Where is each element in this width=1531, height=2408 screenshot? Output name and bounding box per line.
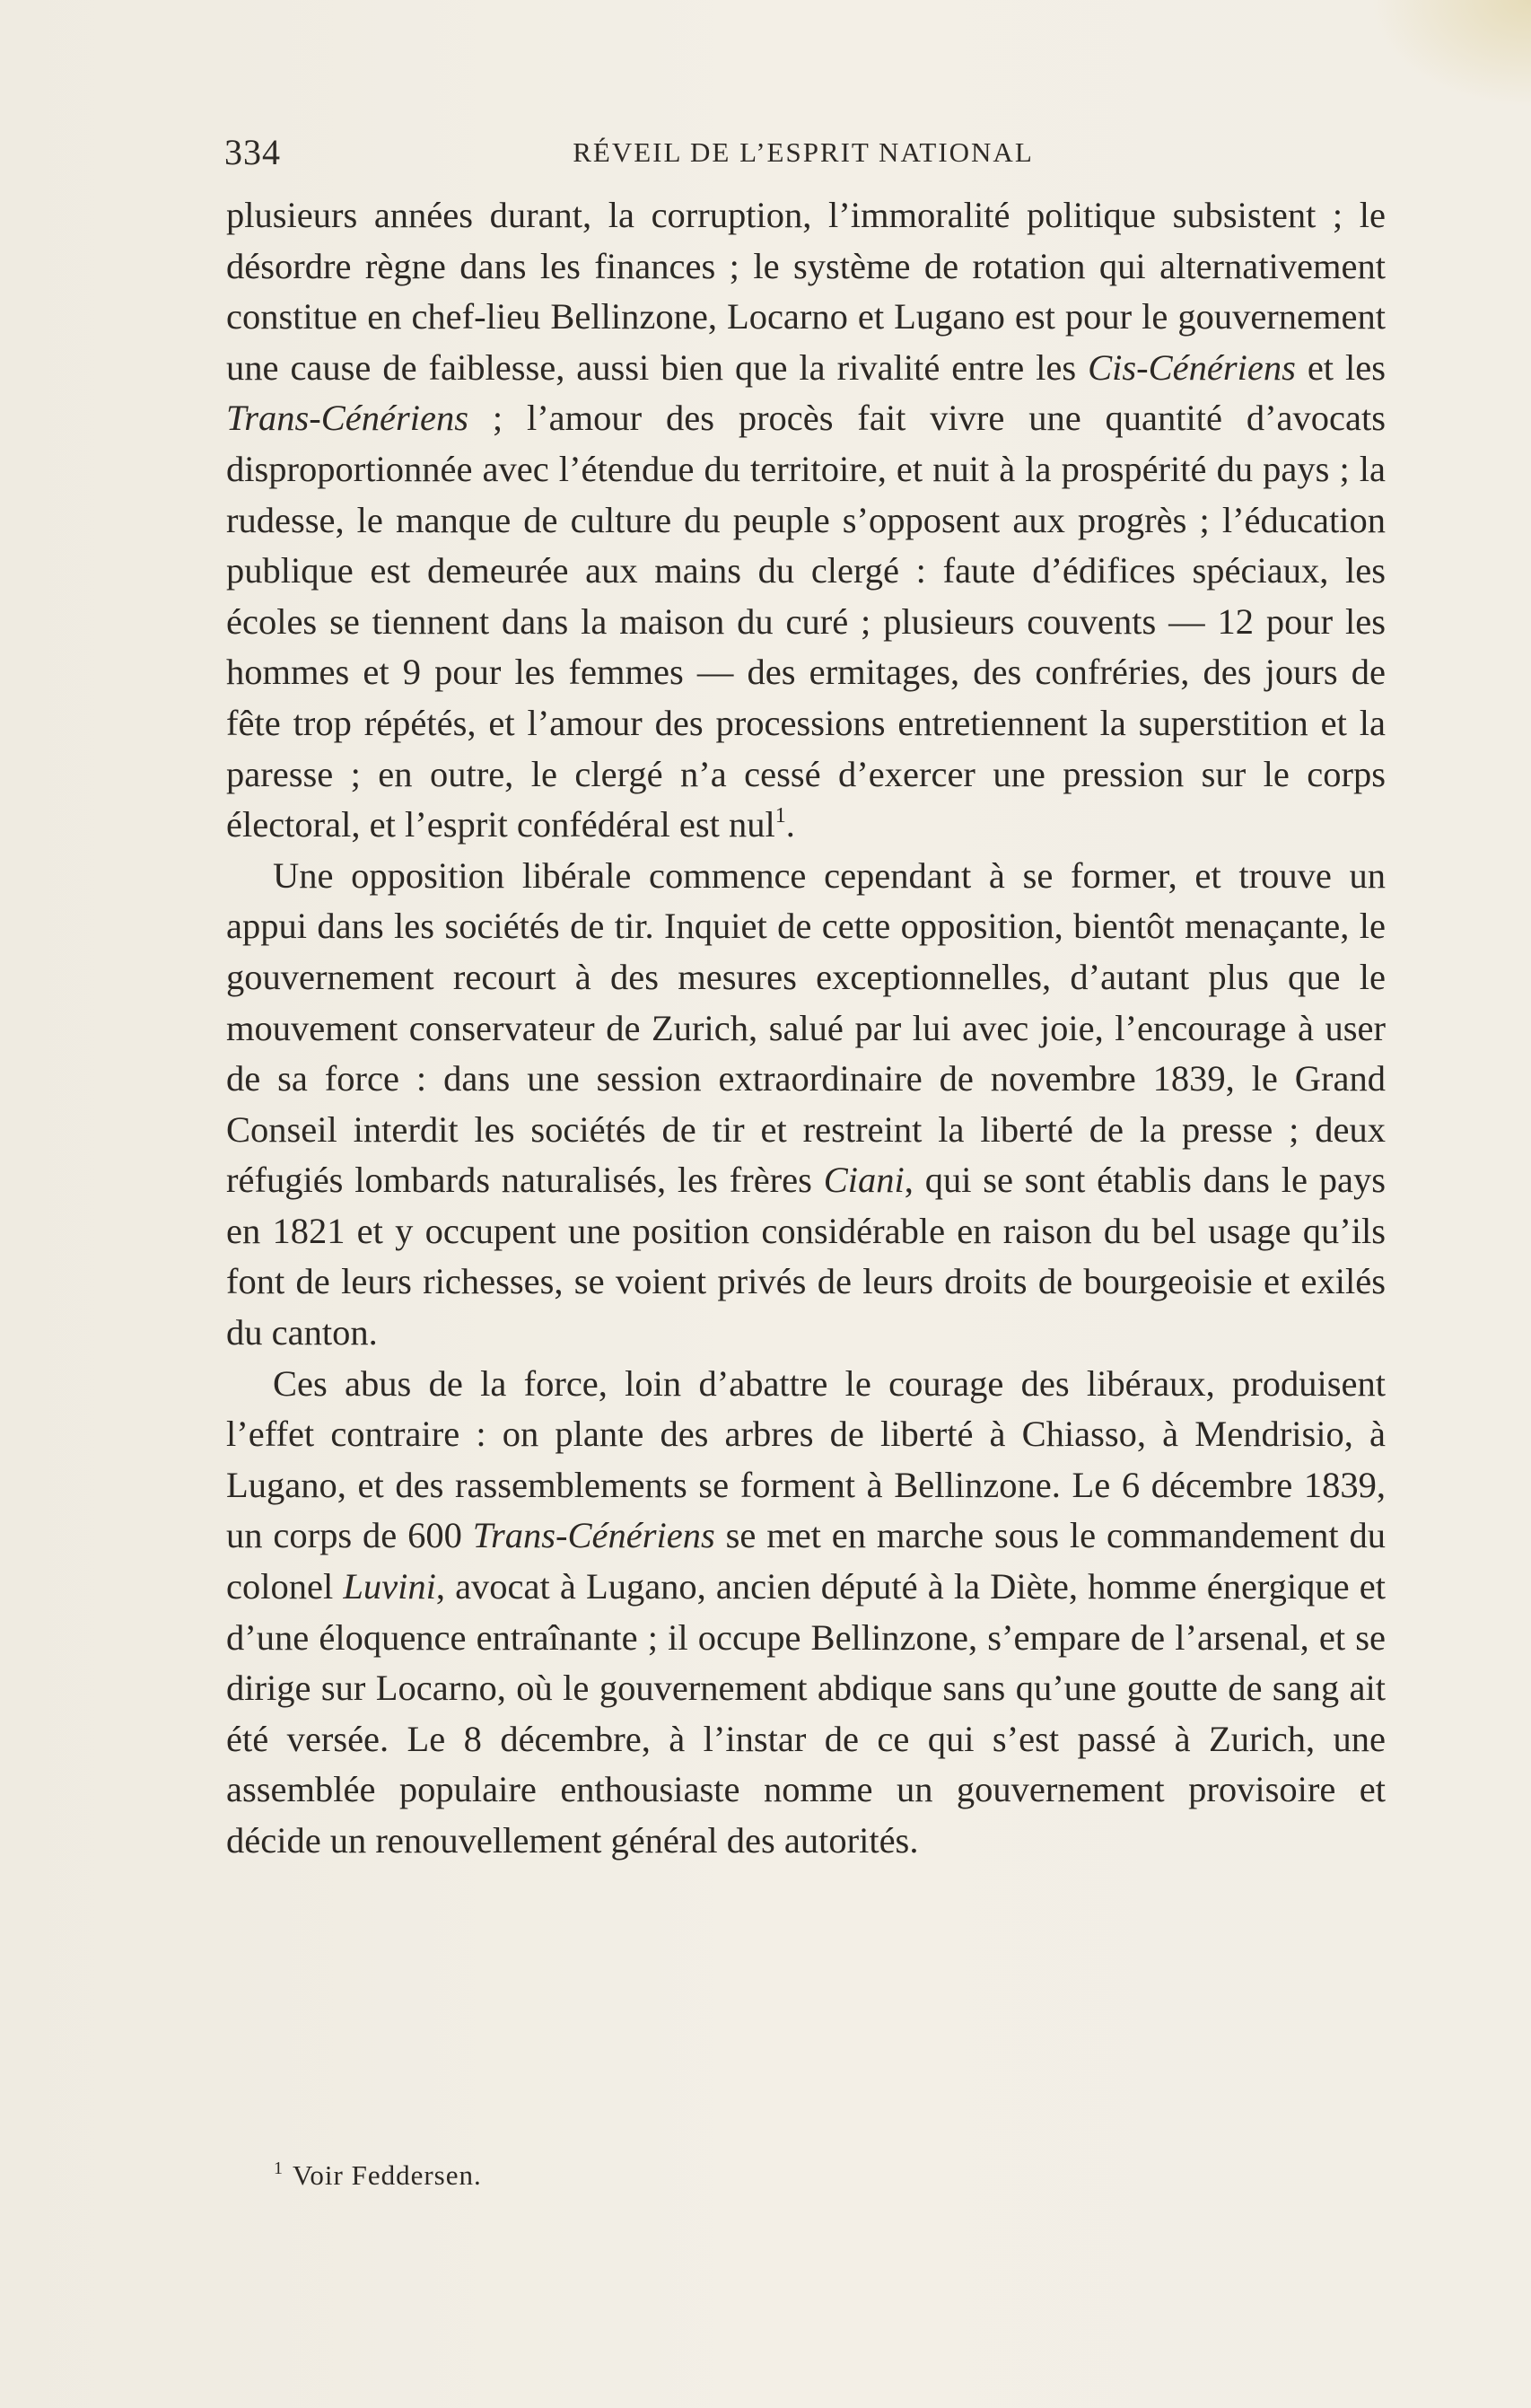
paragraph <box>226 190 1386 851</box>
text-run: , qui se sont établis dans le pays en 1821 et y occupent une position considérable en raison du bel usage qu’ils font de leurs richesses, se voient privés de leurs droits de bourgeoisie et exilés du canton. <box>226 1160 1386 1353</box>
footnote-marker: 1 <box>274 2158 284 2178</box>
paragraph <box>226 1359 1386 1867</box>
text-run: Une opposition libérale commence cependant à se former, et trouve un appui dans les sociétés de tir. Inquiet de cette opposition, bientôt menaçante, le gouvernement recourt à des mesures exceptionnelles, d’autant plus que le mouvement conservateur de Zurich, salué par lui avec joie, l’encourage à user de sa force : dans une session extraordinaire de novembre 1839, le Grand Conseil interdit les sociétés de tir et restreint la liberté de la presse ; deux réfugiés lombards naturalisés, les frères <box>226 854 1386 1201</box>
text-run: plusieurs années durant, la corruption, l’immoralité politique subsistent ; le désordre règne dans les finances ; le système de rotation qui alternativement constitue en chef-lieu Bellinzone, Locarno et Lugano est pour le gouvernement une cause de faiblesse, aussi bien que la rivalité entre les <box>226 195 1386 388</box>
text-run: ; l’amour des procès fait vivre une quantité d’avocats disproportionnée avec l’étendue du territoire, et nuit à la prospérité du pays ; la rudesse, le manque de culture du peuple s’opposent aux progrès ; l’éducation publique est demeurée aux mains du clergé : faute d’édifices spéciaux, les écoles se tiennent dans la maison du curé ; plusieurs couvents — 12 pour les hommes et 9 pour les femmes — des ermitages, des confréries, des jours de fête trop répétés, et l’amour des processions entretiennent la superstition et la paresse ; en outre, le clergé n’a cessé d’exercer une pression sur le corps électoral, et l’esprit confédéral est nul <box>226 398 1386 845</box>
text-run: et les <box>1295 346 1387 388</box>
paragraph <box>226 851 1386 1359</box>
italic-term: Luvini <box>343 1566 436 1607</box>
text-run: se met en marche sous le commandement du colonel <box>226 1515 1386 1607</box>
italic-term: Ciani <box>823 1160 905 1201</box>
italic-term: Trans-Cénériens <box>226 398 469 439</box>
text-run: , avocat à Lugano, ancien député à la Diète, homme énergique et d’une éloquence entraînante ; il occupe Bellinzone, s’empare de l’arsenal, et se dirige sur Locarno, où le gouvernement abdique sans qu’une goutte de sang ait été versée. Le 8 décembre, à l’instar de ce qui s’est passé à Zurich, une assemblée populaire enthousiaste nomme un gouvernement provisoire et décide un renouvellement général des autorités. <box>226 1566 1386 1861</box>
body-text <box>226 190 1386 1867</box>
footnote-reference: 1 <box>774 804 786 828</box>
running-title: RÉVEIL DE L’ESPRIT NATIONAL <box>573 136 1034 168</box>
paper-stain <box>1369 0 1531 108</box>
footnote <box>274 2159 482 2192</box>
footnote-text: Voir Feddersen. <box>293 2159 482 2191</box>
text-run: Ces abus de la force, loin d’abattre le courage des libéraux, produisent l’effet contraire : on plante des arbres de liberté à Chiasso, à Mendrisio, à Lugano, et des rassemblements se forment à Bellinzone. Le 6 décembre 1839, un corps de 600 <box>226 1362 1386 1556</box>
page-header <box>224 126 1382 180</box>
italic-term: Cis-Cénériens <box>1088 346 1296 388</box>
italic-term: Trans-Cénériens <box>472 1515 715 1556</box>
text-run: . <box>785 804 795 845</box>
page-number: 334 <box>224 132 281 172</box>
